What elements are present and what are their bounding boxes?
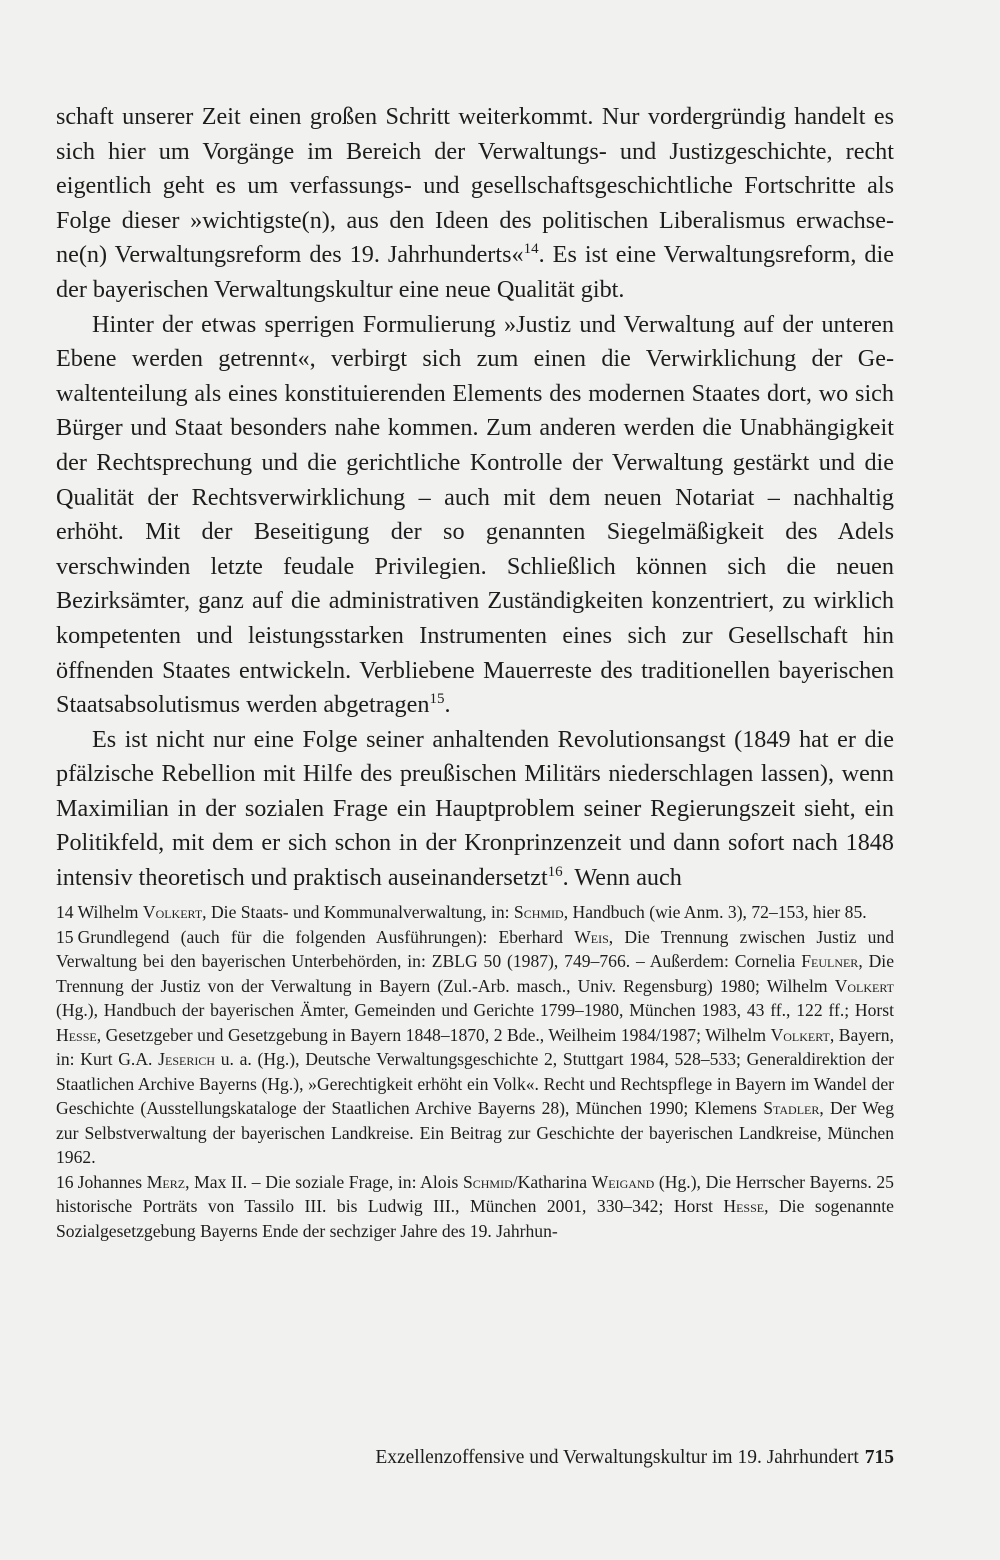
paragraph-1: schaft unserer Zeit einen großen Schritt weiterkommt. Nur vordergründig handelt es sich hier um Vorgänge im Bereich der Verwaltungs- und Justizgeschichte, recht eigentlich geht es um verfassungs- und gesellschaftsgeschichtliche Fortschritte als Folge dieser »wichtigste(n), aus den Ideen des politischen Liberalismus erwachsene(n) Verwaltungsreform des 19. Jahrhunderts«$^{14}$. Es ist eine Verwaltungsreform, die der bayerischen Verwaltungskultur eine neue Qualität gibt. <box>56 103 894 303</box>
running-footer <box>375 1447 894 1469</box>
footnote-number: 16 <box>56 1171 74 1192</box>
footnote-14: 14 Wilhelm Volkert, Die Staats- und Kommunalverwaltung, in: Schmid, Handbuch (wie Anm. 3), 72–153, hier 85. <box>56 902 867 922</box>
footnote-ref-14[interactable]: 14 <box>523 241 539 258</box>
page-number: 715 <box>864 1447 894 1468</box>
footnotes <box>56 900 894 1243</box>
paragraph-2: Hinter der etwas sperrigen Formulierung »Justiz und Verwaltung auf der unteren Ebene werden getrennt«, verbirgt sich zum einen die Verwirklichung der Gewaltenteilung als eines konstituierenden Elements des modernen Staates dort, wo sich Bürger und Staat besonders nahe kommen. Zum anderen werden die Unabhängigkeit der Rechtsprechung und die gerichtliche Kontrolle der Verwaltung gestärkt und die Qualität der Rechtsverwirklichung – auch mit dem neuen Notariat – nachhaltig erhöht. Mit der Beseitigung der so genannten Siegelmäßigkeit des Adels verschwinden letzte feudale Privilegien. Schließlich können sich die neuen Bezirksämter, ganz auf die administrativen Zuständigkeiten konzentriert, zu wirklich kompetenten und leistungsstarken Instrumenten eines sich zur Gesellschaft hin öffnenden Staates entwickeln. Verbliebene Mauerreste des traditionellen bayerischen Staatsabsolutismus werden abgetragen$^{15}$. <box>56 310 894 719</box>
paragraph-3: Es ist nicht nur eine Folge seiner anhaltenden Revolutionsangst (1849 hat er die pfälzische Rebellion mit Hilfe des preußischen Militärs niederschlagen lassen), wenn Maximilian in der sozialen Frage ein Hauptproblem seiner Regierungszeit sieht, ein Politikfeld, mit dem er sich schon in der Kronprinzenzeit und dann sofort nach 1848 intensiv theoretisch und praktisch auseinandersetzt$^{16}$. Wenn auch <box>56 725 894 892</box>
footnote-15: 15 Grundlegend (auch für die folgenden Ausführungen): Eberhard Weis, Die Trennung zwischen Justiz und Verwaltung bei den bayerischen Unterbehörden, in: ZBLG 50 (1987), 749–766. – Außerdem: Cornelia Feulner, Die Trennung der Justiz von der Verwaltung in Bayern (Zul.-Arb. masch., Univ. Regensburg) 1980; Wilhelm Volkert (Hg.), Handbuch der bayerischen Ämter, Gemeinden und Gerichte 1799–1980, München 1983, 43 ff., 122 ff.; Horst Hesse, Gesetzgeber und Gesetzgebung in Bayern 1848–1870, 2 Bde., Weilheim 1984/1987; Wilhelm Volkert, Bayern, in: Kurt G.A. Jeserich u. a. (Hg.), Deutsche Verwaltungsgeschichte 2, Stuttgart 1984, 528–533; Generaldirektion der Staatlichen Archive Bayerns (Hg.), »Gerechtigkeit erhöht ein Volk«. Recht und Rechtspflege in Bayern im Wandel der Geschichte (Ausstellungskataloge der Staatlichen Archive Bayerns 28), München 1990; Klemens Stadler, Der Weg zur Selbstverwaltung der bayerischen Landkreise. Ein Beitrag zur Geschichte der bayerischen Landkreise, München 1962. <box>56 926 894 1167</box>
footnote-ref-16[interactable]: 16 <box>547 864 563 881</box>
footnote-16: 16 Johannes Merz, Max II. – Die soziale Frage, in: Alois Schmid/Katharina Weigand (Hg.), Die Herrscher Bayerns. 25 historische Porträts von Tassilo III. bis Ludwig III., München 2001, 330–342; Horst Hesse, Die sogenannte Sozialgesetzgebung Bayerns Ende der sechziger Jahre des 19. Jahrhun- <box>56 1171 894 1241</box>
footnote-number: 15 <box>56 926 74 947</box>
footnote-ref-15[interactable]: 15 <box>429 691 445 708</box>
main-text <box>56 100 894 896</box>
running-title: Exzellenzoffensive und Verwaltungskultur im 19. Jahrhundert <box>375 1447 859 1468</box>
footnote-number: 14 <box>56 902 74 922</box>
